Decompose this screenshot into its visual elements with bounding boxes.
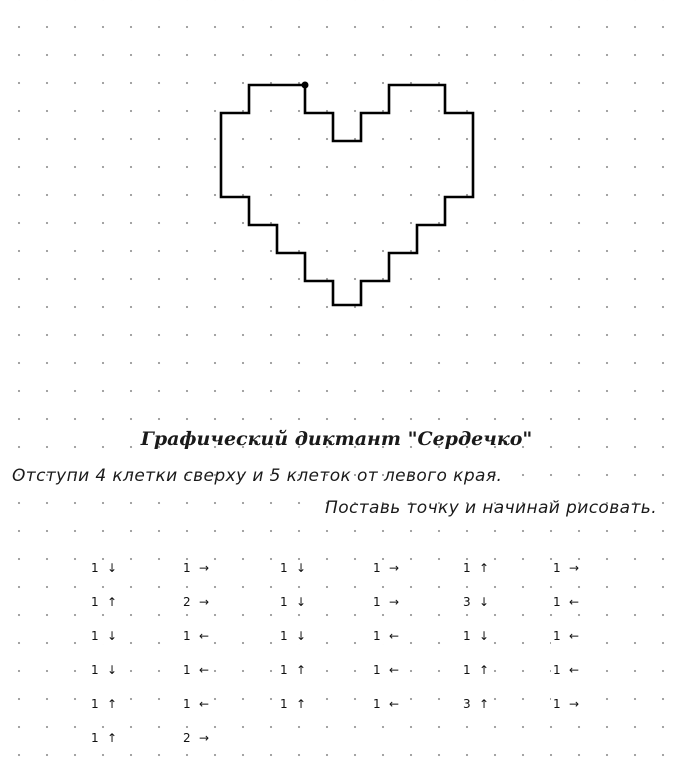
- step-count: 2: [183, 595, 191, 609]
- instruction-line-2: Поставь точку и начинай рисовать.: [325, 498, 657, 518]
- step-count: 1: [91, 731, 99, 745]
- dictation-step: [181, 696, 211, 712]
- arrow-right-icon: →: [199, 561, 210, 575]
- step-count: 1: [553, 629, 561, 643]
- dictation-step: [181, 560, 211, 576]
- arrow-down-icon: ↓: [479, 595, 490, 609]
- step-count: 1: [91, 561, 99, 575]
- step-count: 1: [183, 663, 191, 677]
- arrow-down-icon: ↓: [296, 561, 307, 575]
- arrow-up-icon: ↑: [296, 697, 307, 711]
- step-count: 1: [280, 561, 288, 575]
- step-count: 1: [280, 663, 288, 677]
- arrow-down-icon: ↓: [107, 663, 118, 677]
- step-count: 1: [553, 561, 561, 575]
- dictation-step: [551, 696, 581, 712]
- arrow-up-icon: ↑: [479, 561, 490, 575]
- dictation-step: [89, 696, 119, 712]
- dictation-step: [371, 662, 401, 678]
- dictation-step: [278, 628, 308, 644]
- arrow-left-icon: ←: [389, 663, 400, 677]
- dictation-step: [278, 696, 308, 712]
- arrow-right-icon: →: [389, 561, 400, 575]
- dictation-step: [181, 594, 211, 610]
- step-count: 1: [91, 629, 99, 643]
- dictation-step: [461, 662, 491, 678]
- step-count: 1: [463, 629, 471, 643]
- arrow-up-icon: ↑: [479, 663, 490, 677]
- dictation-step: [181, 628, 211, 644]
- dictation-step: [89, 560, 119, 576]
- arrow-up-icon: ↑: [107, 697, 118, 711]
- arrow-down-icon: ↓: [107, 629, 118, 643]
- step-count: 1: [91, 697, 99, 711]
- dictation-step: [181, 662, 211, 678]
- arrow-down-icon: ↓: [296, 629, 307, 643]
- dictation-step: [461, 696, 491, 712]
- step-count: 1: [373, 629, 381, 643]
- step-count: 1: [91, 595, 99, 609]
- arrow-left-icon: ←: [389, 629, 400, 643]
- step-count: 1: [280, 629, 288, 643]
- arrow-left-icon: ←: [569, 663, 580, 677]
- arrow-right-icon: →: [199, 731, 210, 745]
- arrow-right-icon: →: [199, 595, 210, 609]
- step-count: 1: [183, 697, 191, 711]
- arrow-right-icon: →: [389, 595, 400, 609]
- dictation-step: [551, 594, 581, 610]
- dictation-step: [551, 628, 581, 644]
- step-count: 1: [183, 629, 191, 643]
- step-count: 3: [463, 595, 471, 609]
- heart-outline: [221, 85, 473, 305]
- dictation-step: [371, 560, 401, 576]
- dictation-step: [461, 628, 491, 644]
- arrow-left-icon: ←: [569, 629, 580, 643]
- dictation-step: [551, 560, 581, 576]
- arrow-right-icon: →: [569, 561, 580, 575]
- dictation-step: [89, 730, 119, 746]
- dictation-step: [278, 594, 308, 610]
- start-point: [302, 82, 309, 89]
- dictation-step: [551, 662, 581, 678]
- step-count: 1: [373, 595, 381, 609]
- arrow-right-icon: →: [569, 697, 580, 711]
- arrow-up-icon: ↑: [479, 697, 490, 711]
- dictation-step: [461, 560, 491, 576]
- dictation-step: [181, 730, 211, 746]
- arrow-up-icon: ↑: [296, 663, 307, 677]
- dictation-step: [371, 594, 401, 610]
- dictation-step: [89, 594, 119, 610]
- step-count: 2: [183, 731, 191, 745]
- step-count: 1: [553, 697, 561, 711]
- arrow-down-icon: ↓: [479, 629, 490, 643]
- arrow-up-icon: ↑: [107, 595, 118, 609]
- arrow-left-icon: ←: [389, 697, 400, 711]
- dictation-step: [89, 628, 119, 644]
- step-count: 1: [463, 663, 471, 677]
- step-count: 1: [553, 595, 561, 609]
- dictation-step: [371, 628, 401, 644]
- arrow-left-icon: ←: [199, 629, 210, 643]
- instruction-line-1: Отступи 4 клетки сверху и 5 клеток от левого края.: [12, 466, 503, 486]
- arrow-down-icon: ↓: [296, 595, 307, 609]
- step-count: 1: [373, 663, 381, 677]
- dictation-step: [461, 594, 491, 610]
- dictation-step: [278, 662, 308, 678]
- step-count: 1: [463, 561, 471, 575]
- arrow-up-icon: ↑: [107, 731, 118, 745]
- dictation-step: [89, 662, 119, 678]
- arrow-left-icon: ←: [199, 663, 210, 677]
- step-count: 1: [373, 561, 381, 575]
- dictation-step: [278, 560, 308, 576]
- arrow-down-icon: ↓: [107, 561, 118, 575]
- step-count: 1: [553, 663, 561, 677]
- arrow-left-icon: ←: [569, 595, 580, 609]
- step-count: 1: [91, 663, 99, 677]
- step-count: 1: [183, 561, 191, 575]
- step-count: 3: [463, 697, 471, 711]
- step-count: 1: [280, 697, 288, 711]
- page-title: Графический диктант "Сердечко": [140, 428, 533, 450]
- arrow-left-icon: ←: [199, 697, 210, 711]
- step-count: 1: [280, 595, 288, 609]
- step-count: 1: [373, 697, 381, 711]
- dictation-step: [371, 696, 401, 712]
